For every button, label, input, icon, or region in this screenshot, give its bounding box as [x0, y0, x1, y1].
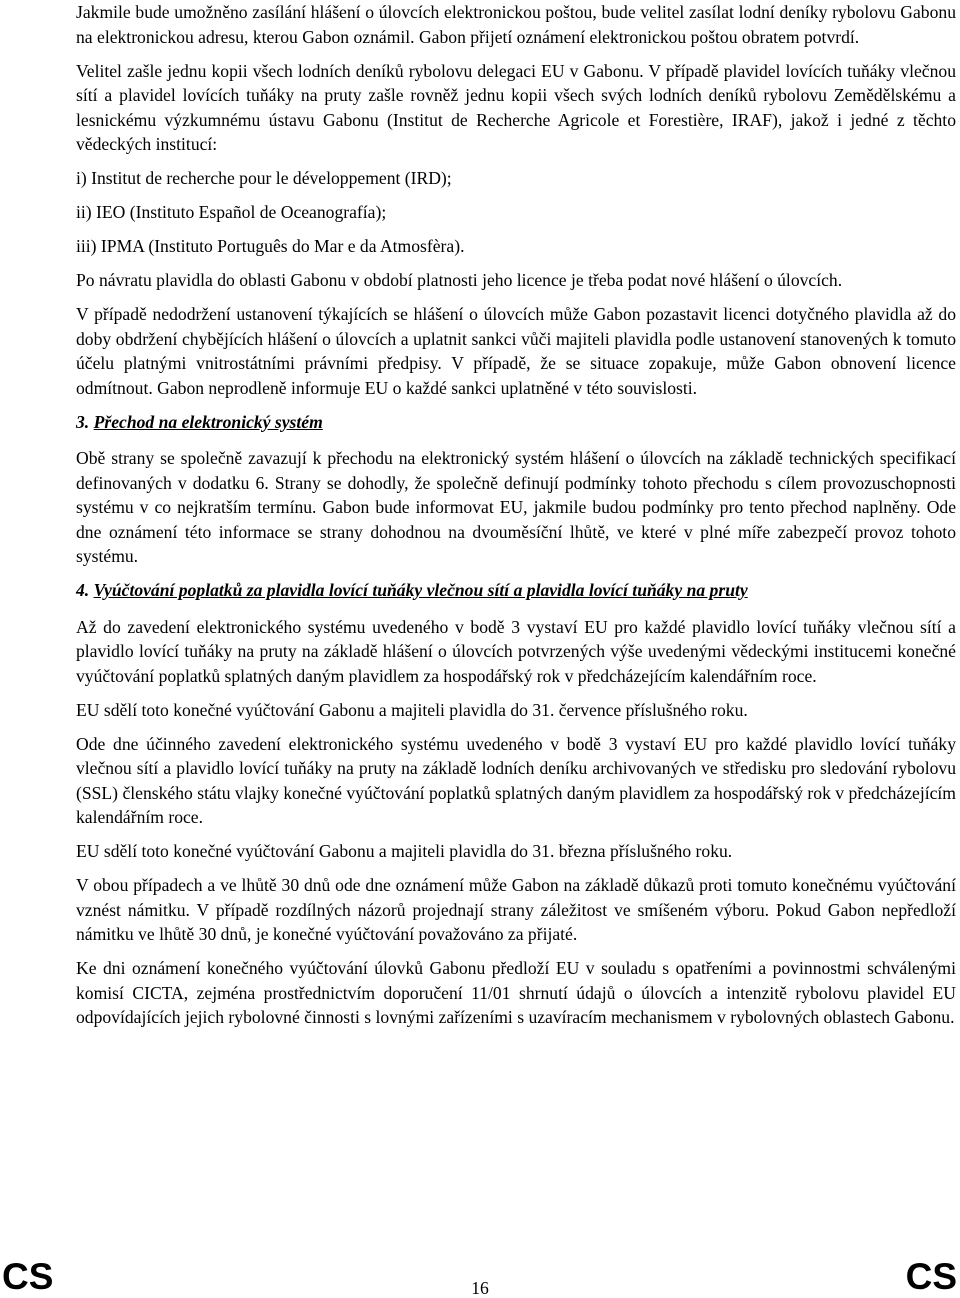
paragraph-return-report: Po návratu plavidla do oblasti Gabonu v období platnosti jeho licence je třeba podat nové hlášení o úlovcích. — [76, 270, 843, 290]
list-item-ird: i) Institut de recherche pour le développement (IRD); — [76, 168, 452, 188]
section-number: 3. — [76, 411, 90, 432]
list-item-ieo: ii) IEO (Instituto Español de Oceanografía); — [76, 202, 387, 222]
paragraph-electronic-settlement: Ode dne účinného zavedení elektronického systému uvedeného v bodě 3 vystaví EU pro každé plavidlo lovící tuňáky vlečnou sítí a plavidlo lovící tuňáky na pruty na základě lodních deníku archivovaných ve středisku pro sledování rybolovu (SSL) členského státu vlajky konečné vyúčtování poplatků splatných daným plavidlem za hospodářský rok v předcházejícím kalendářním roce. — [76, 733, 956, 827]
paragraph-cicta-summary: Ke dni oznámení konečného vyúčtování úlovků Gabonu předloží EU v souladu s opatřeními a povinnostmi schválenými komisí CICTA, zejména prostřednictvím doporučení 11/01 shrnutí údajů o úlovcích a intenzitě rybolovu plavidel EU odpovídajících jejich rybolovné činnosti s lovnými zařízeními s uzavíracím mechanismem v rybolovných oblastech Gabonu. — [76, 958, 956, 1027]
paragraph-final-settlement: Až do zavedení elektronického systému uvedeného v bodě 3 vystaví EU pro každé plavidlo lovící tuňáky vlečnou sítí a plavidlo lovící tuňáky na pruty na základě hlášení o úlovcích potvrzených výše uvedenými vědeckými institucemi konečné vyúčtování poplatků splatných daným plavidlem za hospodářský rok v předcházejícím kalendářním roce. — [76, 616, 956, 686]
footer-language-code-right: CS — [905, 1256, 957, 1297]
section-title: Vyúčtování poplatků za plavidla lovící tuňáky vlečnou sítí a plavidla lovící tuňáky na pruty — [93, 580, 748, 600]
page-number: 16 — [471, 1278, 489, 1298]
document-body — [76, 0, 956, 1039]
paragraph-march-deadline: EU sdělí toto konečné vyúčtování Gabonu a majiteli plavidla do 31. března příslušného roku. — [76, 841, 733, 861]
list-item-ipma: iii) IPMA (Instituto Português do Mar e da Atmosfèra). — [76, 236, 465, 256]
section-heading-4 — [76, 578, 956, 603]
footer-language-code-left: CS — [2, 1256, 54, 1297]
section-heading-3 — [76, 410, 956, 435]
section-title: Přechod na elektronický systém — [93, 411, 323, 432]
paragraph-logbook-copies: Velitel zašle jednu kopii všech lodních deníků rybolovu delegaci EU v Gabonu. V případě plavidel lovících tuňáky vlečnou sítí a plavidel lovících tuňáky na pruty zašle rovněž jednu kopii všech svých lodních deníků rybolovu Zemědělskému a lesnickému výzkumnému ústavu Gabonu (Institut de Recherche Agricole et Forestière, IRAF), jakož i jedné z těchto vědeckých institucí: — [76, 60, 956, 154]
paragraph-email-reporting: Jakmile bude umožněno zasílání hlášení o úlovcích elektronickou poštou, bude velitel zasílat lodní deníky rybolovu Gabonu na elektronickou adresu, kterou Gabon oznámil. Gabon přijetí oznámení elektronickou poštou obratem potvrdí. — [76, 2, 956, 47]
paragraph-july-deadline: EU sdělí toto konečné vyúčtování Gabonu a majiteli plavidla do 31. července příslušného roku. — [76, 699, 748, 720]
paragraph-objection: V obou případech a ve lhůtě 30 dnů ode dne oznámení může Gabon na základě důkazů proti tomuto konečnému vyúčtování vznést námitku. V případě rozdílných názorů projednají strany záležitost ve smíšeném výboru. Pokud Gabon nepředloží námitku ve lhůtě 30 dnů, je konečné vyúčtování považováno za přijaté. — [76, 875, 956, 944]
paragraph-electronic-transition: Obě strany se společně zavazují k přechodu na elektronický systém hlášení o úlovcích na základě technických specifikací definovaných v dodatku 6. Strany se dohodly, že společně definují podmínky tohoto přechodu s cílem provozuschopnosti systému v co nejkratším termínu. Gabon bude informovat EU, jakmile budou podmínky pro tento přechod naplněny. Ode dne oznámení této informace se strany dohodnou na dvouměsíční lhůtě, ve které v plné míře zabezpečí provoz tohoto systému. — [76, 448, 956, 566]
section-number: 4. — [76, 580, 90, 600]
paragraph-sanctions: V případě nedodržení ustanovení týkajících se hlášení o úlovcích může Gabon pozastavit licenci dotyčného plavidla až do doby obdržení chybějících hlášení o úlovcích a uplatnit sankci vůči majiteli plavidla podle ustanovení stanovených k tomuto účelu platnými vnitrostátními právními předpisy. V případě, že se situace zopakuje, může Gabon obnovení licence odmítnout. Gabon neprodleně informuje EU o každé sankci uplatněné v této souvislosti. — [76, 304, 956, 398]
